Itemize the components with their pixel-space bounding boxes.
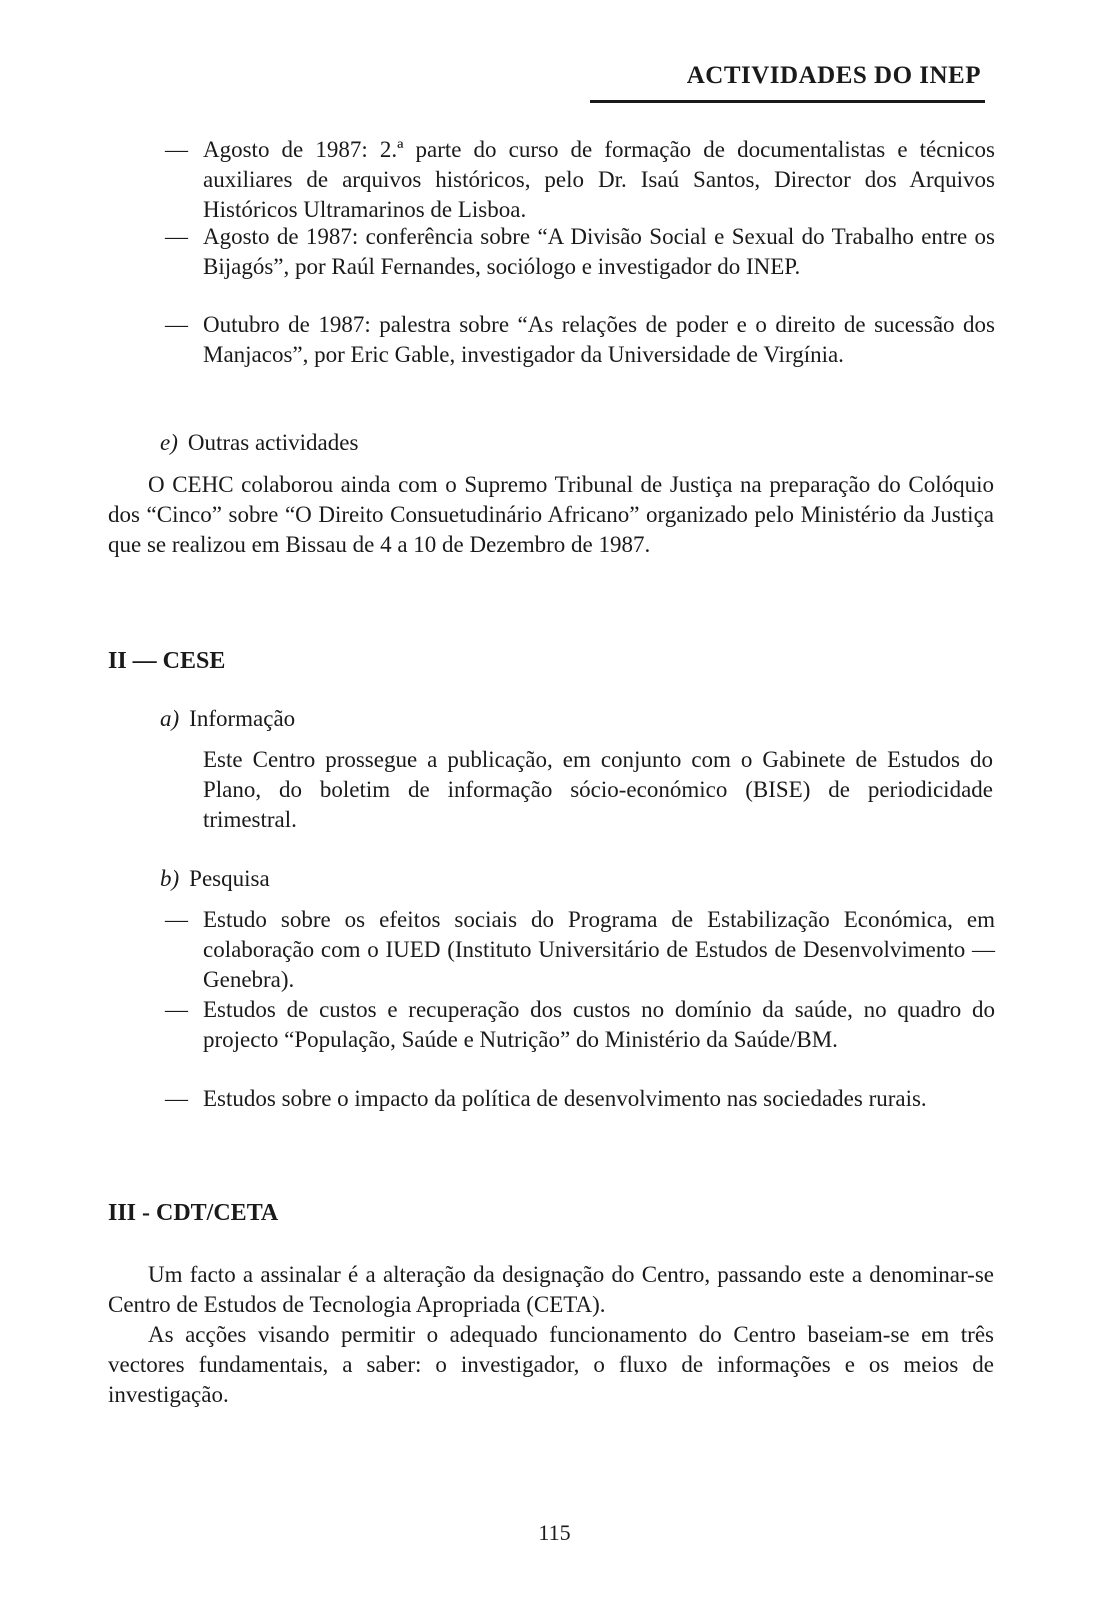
section-title: II — CESE: [108, 648, 226, 674]
paragraph: Um facto a assinalar é a alteração da designação do Centro, passando este a denominar-se Centro de Estudos de Tecnologia Apropriada (CETA).: [108, 1262, 994, 1317]
bullet-dash: —: [165, 997, 188, 1022]
list-item-text: Estudos de custos e recuperação dos custos no domínio da saúde, no quadro do projecto “População, Saúde e Nutrição” do Ministério da Saúde/BM.: [203, 997, 995, 1052]
bullet-dash: —: [165, 312, 188, 337]
subsection-heading: [160, 430, 358, 456]
list-item-text: Agosto de 1987: conferência sobre “A Divisão Social e Sexual do Trabalho entre os Bijagós”, por Raúl Fernandes, sociólogo e investigador do INEP.: [203, 224, 995, 279]
subsection-title: Pesquisa: [189, 866, 270, 891]
bullet-dash: —: [165, 224, 188, 249]
list-item: [165, 905, 995, 995]
subsection-heading: [160, 706, 295, 732]
bullet-dash: —: [165, 1086, 188, 1111]
list-item-text: Agosto de 1987: 2.ª parte do curso de formação de documentalistas e técnicos auxiliares de arquivos históricos, pelo Dr. Isaú Santos, Director dos Arquivos Históricos Ultramarinos de Lisboa.: [203, 137, 995, 222]
subsection-letter: e): [160, 430, 178, 455]
bullet-dash: —: [165, 907, 188, 932]
list-item: [165, 1084, 995, 1114]
list-item: [165, 995, 995, 1055]
page-number: 115: [538, 1520, 571, 1545]
bullet-dash: —: [165, 137, 188, 162]
running-head: ACTIVIDADES DO INEP: [686, 62, 981, 89]
subsection-heading: [160, 866, 270, 892]
list-item: [165, 310, 995, 370]
list-item-text: Outubro de 1987: palestra sobre “As relações de poder e o direito de sucessão dos Manjacos”, por Eric Gable, investigador da Universidade de Virgínia.: [203, 312, 995, 367]
list-item-text: Estudo sobre os efeitos sociais do Programa de Estabilização Económica, em colaboração com o IUED (Instituto Universitário de Estudos de Desenvolvimento — Genebra).: [203, 907, 995, 992]
paragraph: Este Centro prossegue a publicação, em conjunto com o Gabinete de Estudos do Plano, do boletim de informação sócio-económico (BISE) de periodicidade trimestral.: [203, 747, 993, 832]
section-title: III - CDT/CETA: [108, 1200, 279, 1226]
subsection-title: Outras actividades: [187, 430, 359, 455]
paragraph: O CEHC colaborou ainda com o Supremo Tribunal de Justiça na preparação do Colóquio dos “Cinco” sobre “O Direito Consuetudinário Africano” organizado pelo Ministério da Justiça que se realizou em Bissau de 4 a 10 de Dezembro de 1987.: [108, 472, 994, 557]
list-item: [165, 135, 995, 225]
paragraph: As acções visando permitir o adequado funcionamento do Centro baseiam-se em três vectores fundamentais, a saber: o investigador, o fluxo de informações e os meios de investigação.: [108, 1322, 994, 1407]
subsection-title: Informação: [189, 706, 296, 731]
subsection-letter: b): [160, 866, 180, 891]
subsection-letter: a): [160, 706, 180, 731]
list-item-text: Estudos sobre o impacto da política de desenvolvimento nas sociedades rurais.: [203, 1086, 927, 1111]
list-item: [165, 222, 995, 282]
header-rule: [590, 100, 985, 103]
